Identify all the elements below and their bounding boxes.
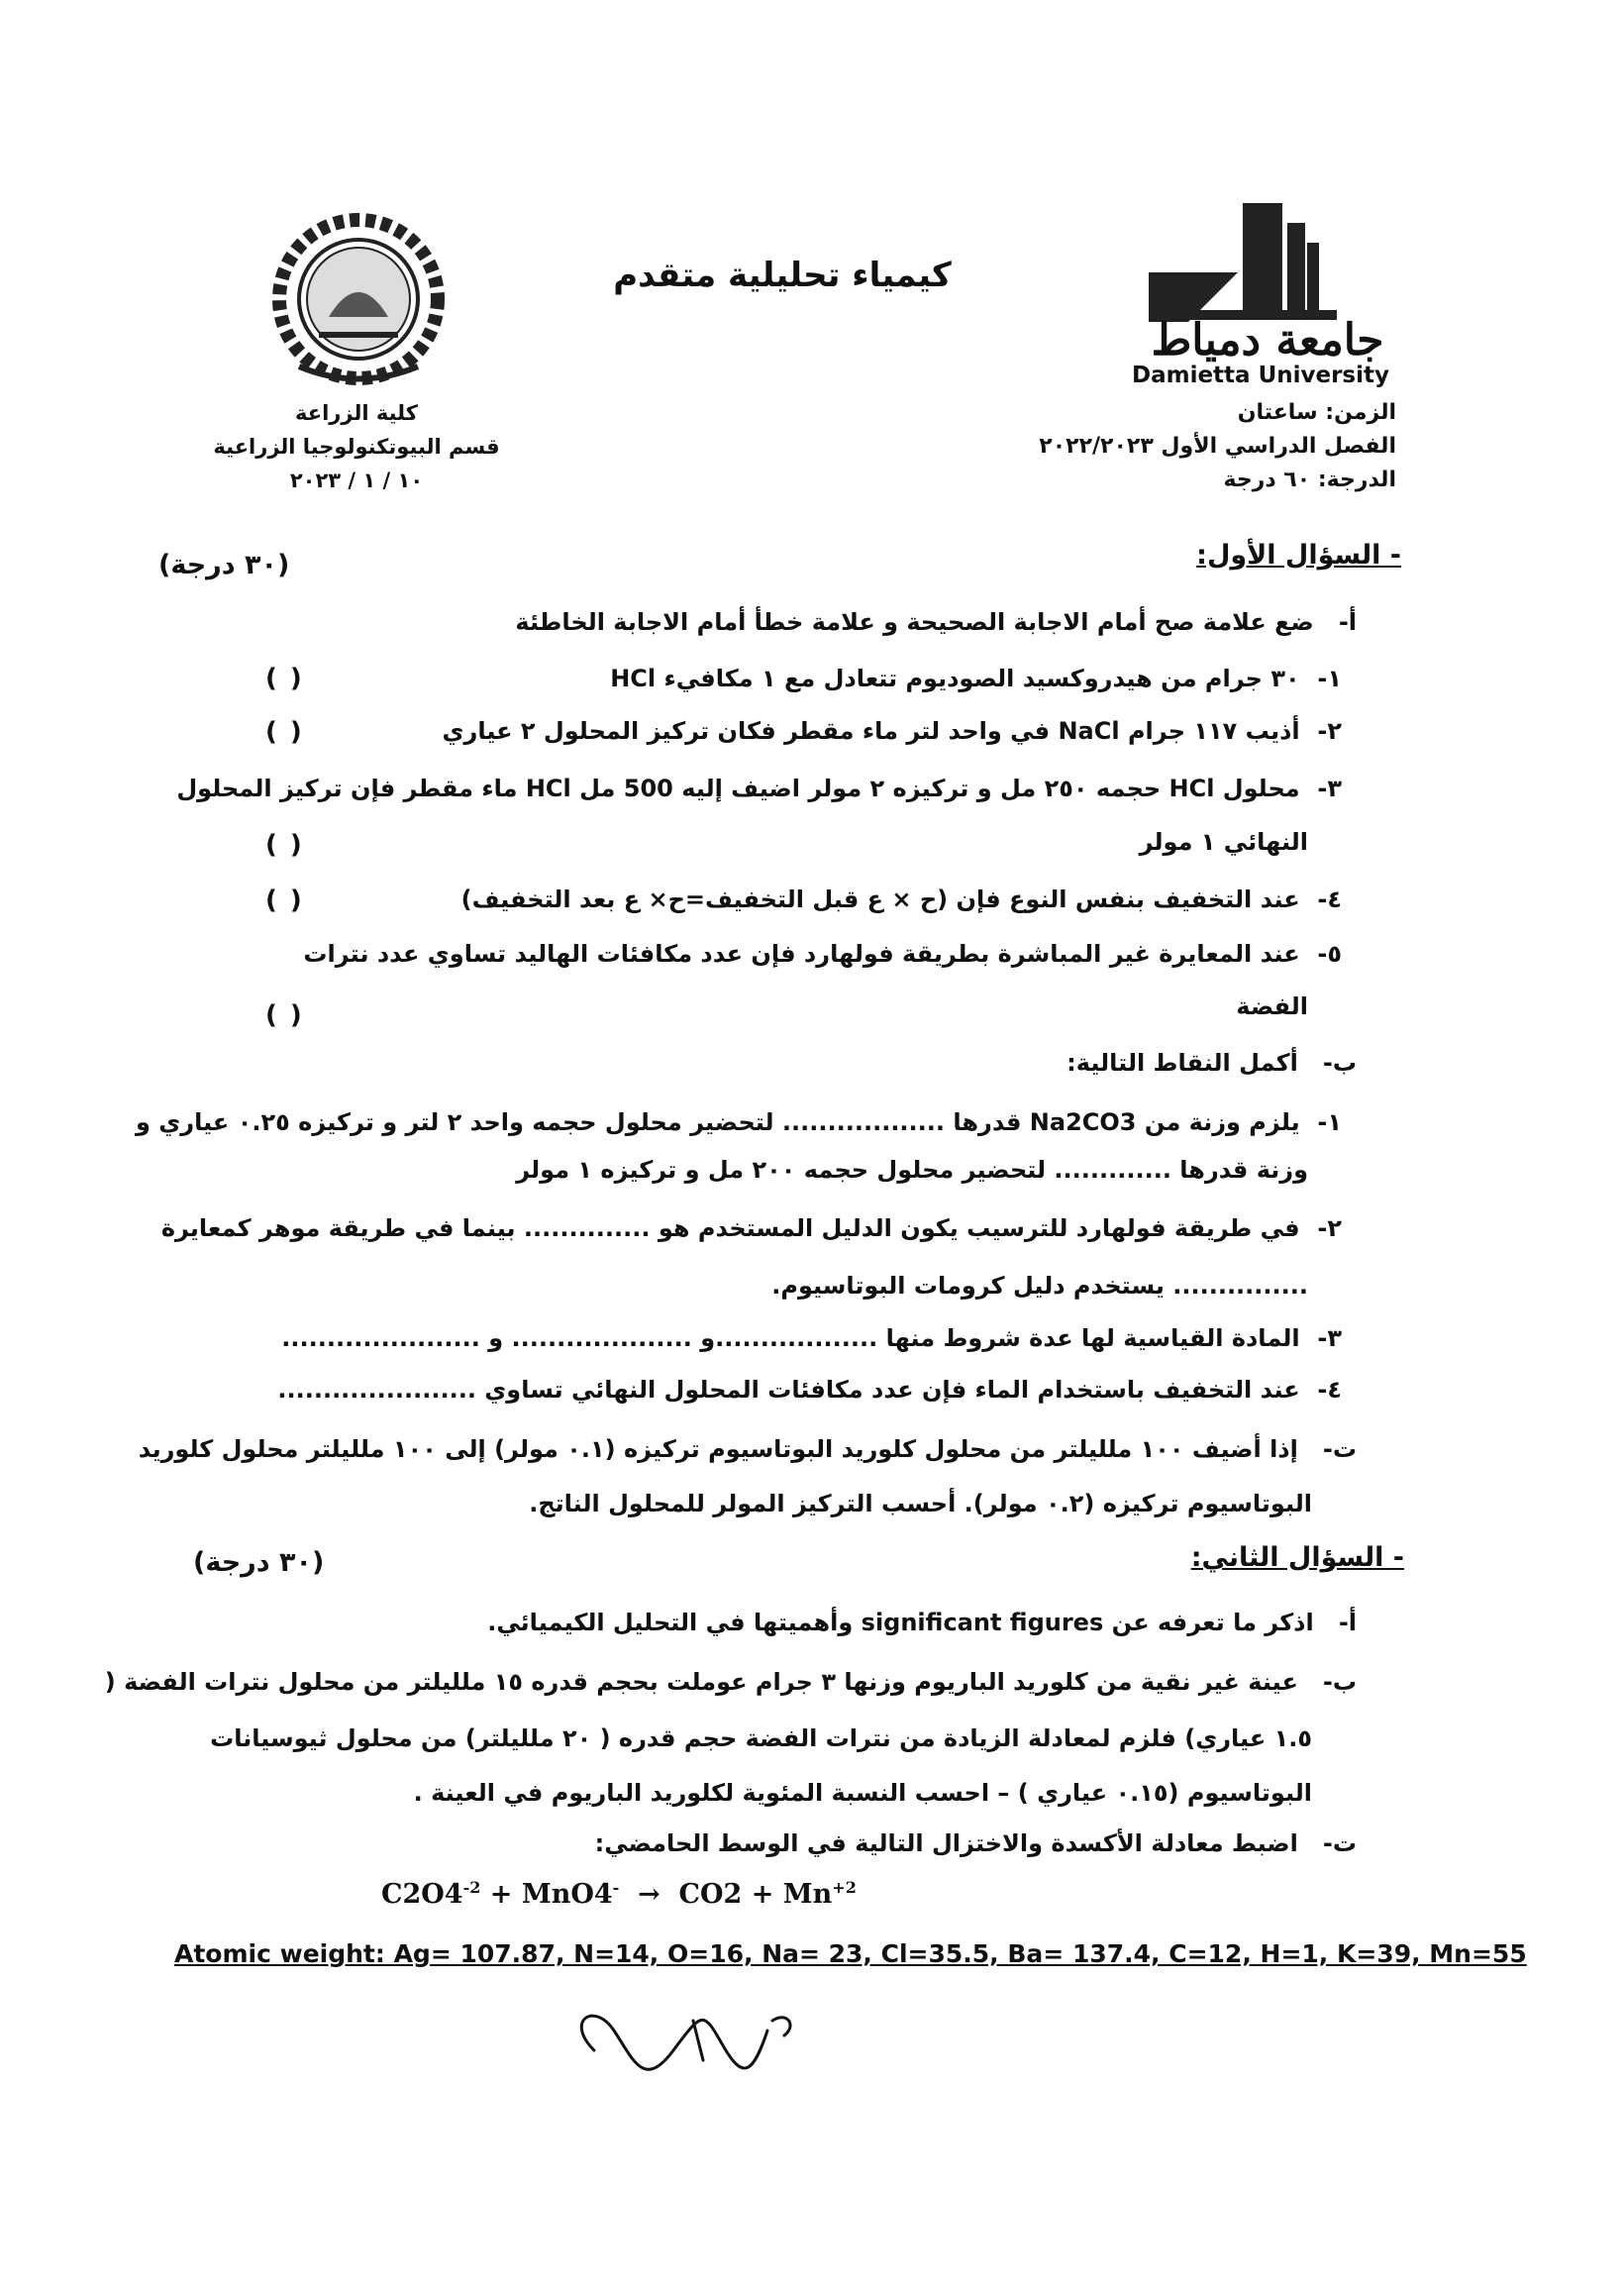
- q1-a-item-3-cont: النهائي ١ مولر: [1139, 828, 1308, 856]
- university-name-arabic: جامعة دمياط: [1151, 315, 1384, 365]
- arrow: →: [638, 1879, 660, 1910]
- q2-partA-label: أ-: [1338, 1609, 1357, 1636]
- faculty-info: [208, 396, 505, 497]
- q1-a-answer-1[interactable]: ( ): [265, 664, 304, 693]
- q2-partB-line1: [105, 1664, 1357, 1700]
- q2-partB-line3: البوتاسيوم (٠.١٥ عياري ) – احسب النسبة المئوية لكلوريد الباريوم في العينة .: [413, 1779, 1312, 1807]
- q1-partB-label: ب-: [1322, 1049, 1357, 1077]
- item-number: ٣-: [1317, 1324, 1342, 1352]
- item-text: عند التخفيف باستخدام الماء فإن عدد مكافئات المحلول النهائي تساوي ......................: [277, 1376, 1300, 1404]
- q1-a-answer-4[interactable]: ( ): [265, 886, 304, 915]
- exam-date: ١٠ / ١ / ٢٠٢٣: [289, 469, 424, 492]
- item-number: ٤-: [1317, 886, 1342, 913]
- q1-partA-text: ضع علامة صح أمام الاجابة الصحيحة و علامة خطأ أمام الاجابة الخاطئة: [515, 608, 1314, 636]
- department-name: قسم البيوتكنولوجيا الزراعية: [213, 435, 500, 459]
- item-text: في طريقة فولهارد للترسيب يكون الدليل المستخدم هو .............. بينما في طريقة موهر كمعايرة: [160, 1214, 1300, 1242]
- q2-partB-label: ب-: [1322, 1668, 1357, 1696]
- item-text: يلزم وزنة من Na2CO3 قدرها .................. لتحضير محلول حجمه واحد ٢ لتر و تركيزه ٠.٢٥ عياري و: [136, 1108, 1300, 1136]
- q1-a-item-1: [610, 661, 1342, 696]
- exam-semester: الفصل الدراسي الأول ٢٠٢٢/٢٠٢٣: [1039, 434, 1396, 459]
- reactant-oxalate: C2O4: [381, 1879, 463, 1910]
- q1-partC-line1: [139, 1431, 1357, 1467]
- reactant-permanganate: MnO4: [521, 1879, 613, 1910]
- q1-heading: - السؤال الأول:: [1196, 540, 1401, 571]
- q2-marks: (٣٠ درجة): [193, 1547, 325, 1578]
- q1-a-answer-3[interactable]: ( ): [265, 830, 304, 860]
- university-name-english: Damietta University: [1131, 363, 1389, 388]
- q1-b-item-4: [277, 1372, 1342, 1408]
- q2-partC-text: اضبط معادلة الأكسدة والاختزال التالية في الوسط الحامضي:: [594, 1829, 1298, 1857]
- exam-time: الزمن: ساعتان: [1237, 400, 1396, 425]
- item-text: أذيب ١١٧ جرام NaCl في واحد لتر ماء مقطر فكان تركيز المحلول ٢ عياري: [442, 717, 1300, 745]
- q1-partA-label: أ-: [1338, 608, 1357, 636]
- q1-marks: (٣٠ درجة): [158, 550, 290, 580]
- q1-b-item-1: [136, 1104, 1342, 1140]
- charge: +2: [832, 1878, 857, 1897]
- faculty-name: كلية الزراعة: [295, 401, 418, 425]
- exam-grade: الدرجة: ٦٠ درجة: [1223, 468, 1396, 492]
- q1-a-item-2: [443, 713, 1342, 749]
- q1-b-item-1-cont: وزنة قدرها ............. لتحضير محلول حجمه ٢٠٠ مل و تركيزه ١ مولر: [516, 1156, 1308, 1184]
- q1-partC-text: إذا أضيف ١٠٠ ملليلتر من محلول كلوريد البوتاسيوم تركيزه (٠.١ مولر) إلى ١٠٠ ملليلتر محلول كلوريد: [138, 1435, 1298, 1463]
- redox-equation: [381, 1878, 857, 1910]
- q1-a-item-5-cont: الفضة: [1236, 992, 1308, 1020]
- item-number: ١-: [1317, 665, 1342, 692]
- q2-partB-line2: ١.٥ عياري) فلزم لمعادلة الزيادة من نترات الفضة حجم قدره ( ٢٠ ملليلتر) من محلول ثيوسيانات: [210, 1724, 1312, 1752]
- q1-partC-line2: البوتاسيوم تركيزه (٠.٢ مولر). أحسب التركيز المولر للمحلول الناتج.: [529, 1490, 1312, 1517]
- q2-heading: - السؤال الثاني:: [1190, 1542, 1404, 1573]
- q1-b-item-2: [161, 1210, 1342, 1246]
- product-manganese: Mn: [782, 1879, 833, 1910]
- charge: -: [612, 1878, 620, 1897]
- item-number: ١-: [1317, 1108, 1342, 1136]
- item-text: محلول HCl حجمه ٢٥٠ مل و تركيزه ٢ مولر اضيف إليه 500 مل HCl ماء مقطر فإن تركيز المحلول: [176, 775, 1300, 802]
- exam-info: [980, 396, 1396, 497]
- q2-partC: [595, 1826, 1357, 1861]
- q1-a-answer-5[interactable]: ( ): [265, 1000, 304, 1030]
- item-text: المادة القياسية لها عدة شروط منها ..................و .................... و ......................: [281, 1324, 1300, 1352]
- product-co2: CO2: [678, 1879, 743, 1910]
- q1-partA-instruction: [515, 604, 1357, 640]
- q1-partB-text: أكمل النقاط التالية:: [1066, 1049, 1298, 1077]
- q1-partB-instruction: [1066, 1045, 1357, 1081]
- faculty-emblem-logo: [259, 208, 457, 396]
- q2-partA-text: اذكر ما تعرفه عن significant figures وأهميتها في التحليل الكيميائي.: [487, 1609, 1314, 1636]
- plus-sign: +: [489, 1879, 513, 1910]
- q1-a-item-3: [176, 771, 1342, 806]
- q1-partC-label: ت-: [1322, 1435, 1357, 1463]
- item-number: ٥-: [1317, 940, 1342, 968]
- q1-a-item-5: [303, 936, 1342, 972]
- q1-a-answer-2[interactable]: ( ): [265, 717, 304, 747]
- q2-partB-text: عينة غير نقية من كلوريد الباريوم وزنها ٣ جرام عوملت بحجم قدره ١٥ ملليلتر من محلول نترات الفضة (: [104, 1668, 1298, 1696]
- q1-a-item-4: [461, 882, 1342, 917]
- item-number: ٣-: [1317, 775, 1342, 802]
- q2-partC-label: ت-: [1322, 1829, 1357, 1857]
- q1-b-item-3: [281, 1320, 1342, 1356]
- q2-partA: [487, 1605, 1357, 1640]
- exam-title: كيمياء تحليلية متقدم: [613, 256, 952, 295]
- item-text: ٣٠ جرام من هيدروكسيد الصوديوم تتعادل مع ١ مكافيء HCl: [610, 665, 1300, 692]
- q1-b-item-2-cont: ............... يستخدم دليل كرومات البوتاسيوم.: [771, 1272, 1308, 1300]
- plus-sign: +: [751, 1879, 774, 1910]
- atomic-weights: Atomic weight: Ag= 107.87, N=14, O=16, Na= 23, Cl=35.5, Ba= 137.4, C=12, H=1, K=39, Mn=55: [174, 1939, 1527, 1968]
- item-text: عند التخفيف بنفس النوع فإن (ح × ع قبل التخفيف=ح× ع بعد التخفيف): [460, 886, 1300, 913]
- item-text: عند المعايرة غير المباشرة بطريقة فولهارد فإن عدد مكافئات الهاليد تساوي عدد نترات: [303, 940, 1300, 968]
- item-number: ٢-: [1317, 717, 1342, 745]
- item-number: ٢-: [1317, 1214, 1342, 1242]
- item-number: ٤-: [1317, 1376, 1342, 1404]
- charge: -2: [462, 1878, 481, 1897]
- handwritten-signature: [555, 1991, 812, 2100]
